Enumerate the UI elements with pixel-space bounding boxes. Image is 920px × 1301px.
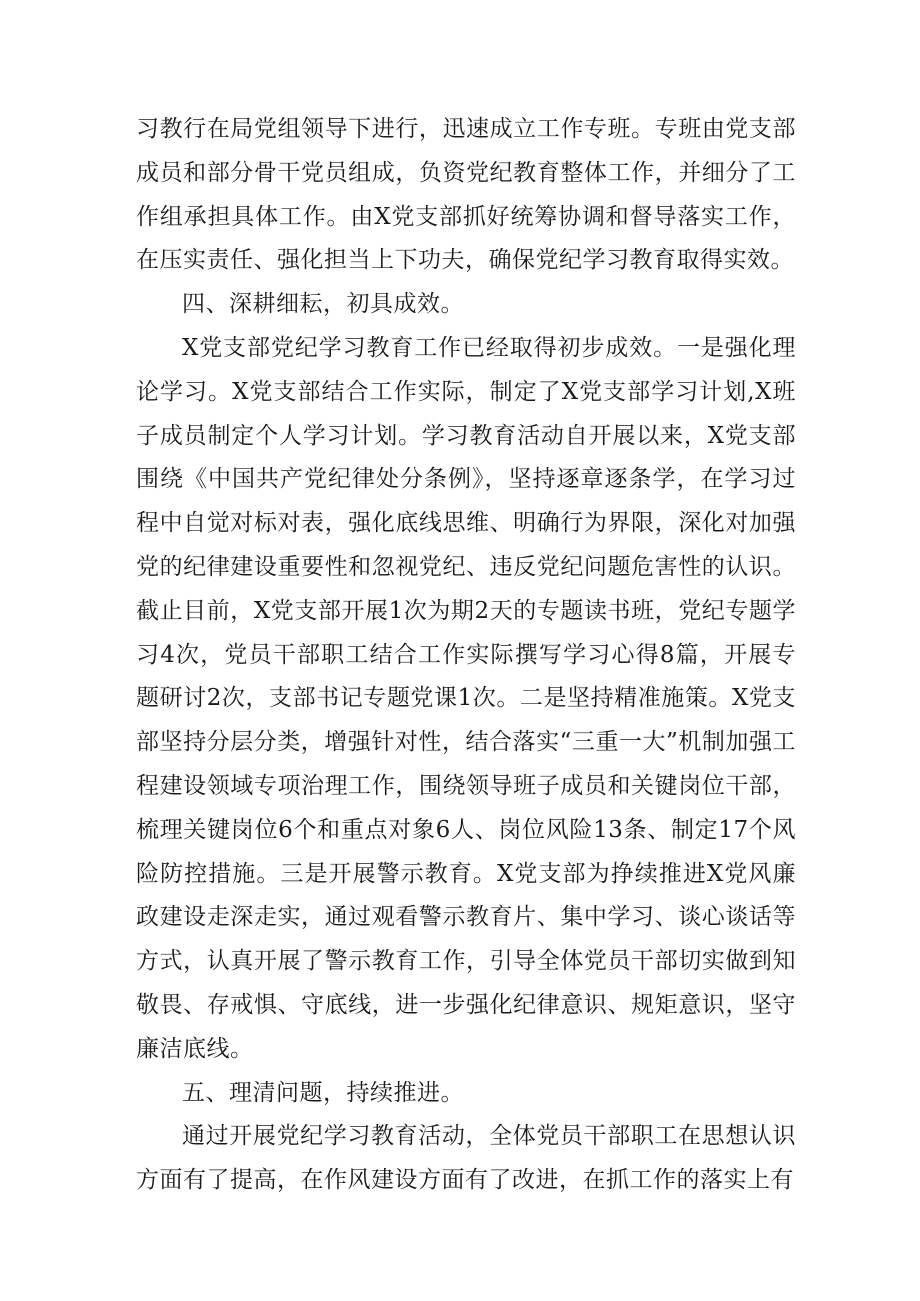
paragraph-2: X党支部党纪学习教育工作已经取得初步成效。一是强化理论学习。X党支部结合工作实际，制定了X党支部学习计划,X班子成员制定个人学习计划。学习教育活动自开展以来，X党支部围绕《中国共产党纪律处分条例》，坚持逐章逐条学，在学习过程中自觉对标对表，强化底线思维、明确行为界限，深化对加强党的纪律建设重要性和忽视党纪、违反党纪问题危害性的认识。截止目前，X党支部开展1次为期2天的专题读书班，党纪专题学习4次，党员干部职工结合工作实际撰写学习心得8篇，开展专题研讨2次，支部书记专题党课1次。二是坚持精准施策。X党支部坚持分层分类，增强针对性，结合落实“三重一大”机制加强工程建设领域专项治理工作，围绕领导班子成员和关键岗位干部，梳理关键岗位6个和重点对象6人、岗位风险13条、制定17个风险防控措施。三是开展警示教育。X党支部为挣续推进X党风廉政建设走深走实，通过观看警示教育片、集中学习、谈心谈话等方式，认真开展了警示教育工作，引导全体党员干部切实做到知敬畏、存戒惧、守底线，进一步强化纪律意识、规矩意识，坚守廉洁底线。 <box>136 334 796 1062</box>
section-heading-5: 五、理清问题，持续推进。 <box>182 1079 464 1106</box>
paragraph-3: 通过开展党纪学习教育活动，全体党员干部职工在思想认识方面有了提高，在作风建设方面有了改进，在抓工作的落实上有 <box>136 1123 796 1194</box>
document-page <box>136 108 796 1203</box>
paragraph-1: 习教行在局党组领导下进行，迅速成立工作专班。专班由党支部成员和部分骨干党员组成，负资党纪教育整体工作，并细分了工作组承担具体工作。由X党支部抓好统筹协调和督导落实工作，在压实责任、强化担当上下功夫，确保党纪学习教育取得实效。 <box>136 116 796 274</box>
section-heading-4: 四、深耕细耘，初具成效。 <box>182 291 464 318</box>
